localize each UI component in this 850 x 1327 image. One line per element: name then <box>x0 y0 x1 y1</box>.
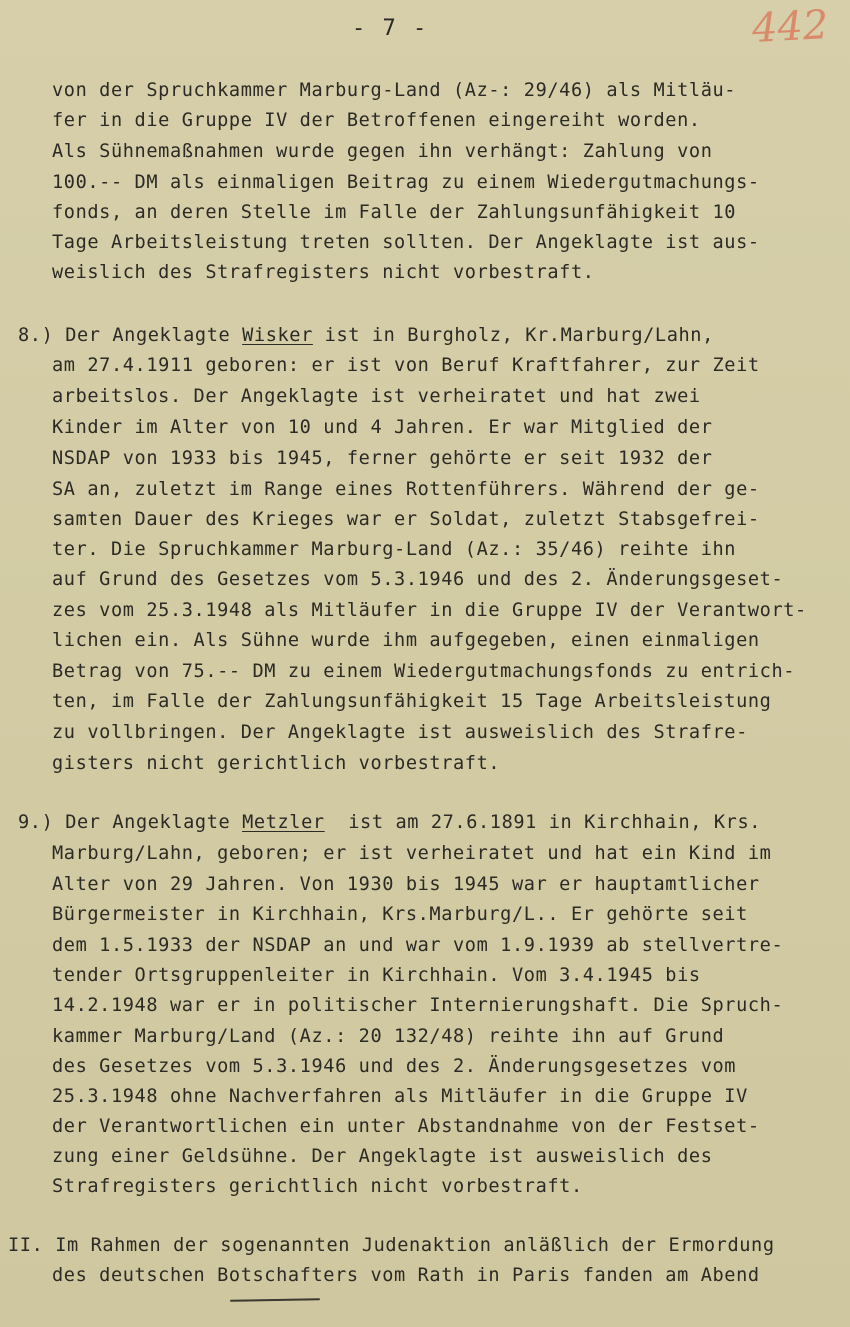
s9-line: Bürgermeister in Kirchhain, Krs.Marburg/L.. Er gehörte seit <box>52 904 748 925</box>
s7-line: fer in die Gruppe IV der Betroffenen eingereiht worden. <box>52 110 701 131</box>
section-marker: 9.) <box>18 812 54 833</box>
s7-line: 100.-- DM als einmaligen Beitrag zu einem Wiedergutmachungs- <box>52 172 760 193</box>
s9-line: Marburg/Lahn, geboren; er ist verheiratet und hat ein Kind im <box>52 843 772 864</box>
s9-first-line: 9.) Der Angeklagte Metzler ist am 27.6.1891 in Kirchhain, Krs. <box>18 812 762 833</box>
s8-line: ten, im Falle der Zahlungsunfähigkeit 15 Tage Arbeitsleistung <box>52 691 772 712</box>
s8-line: am 27.4.1911 geboren: er ist von Beruf Kraftfahrer, zur Zeit <box>52 355 760 376</box>
s9-line: dem 1.5.1933 der NSDAP an und war vom 1.9.1939 ab stellvertre- <box>52 935 784 956</box>
s8-line: gisters nicht gerichtlich vorbestraft. <box>52 753 501 774</box>
section-marker: 8.) <box>18 325 54 346</box>
s8-line: zes vom 25.3.1948 als Mitläufer in die Gruppe IV der Verantwort- <box>52 600 807 621</box>
s8-line: lichen ein. Als Sühne wurde ihm aufgegeben, einen einmaligen <box>52 630 760 651</box>
s7-line: weislich des Strafregisters nicht vorbestraft. <box>52 262 595 283</box>
pen-stroke <box>230 1298 320 1302</box>
sII-first-line: II. Im Rahmen der sogenannten Judenaktion anläßlich der Ermordung <box>8 1235 775 1256</box>
s9-line: Alter von 29 Jahren. Von 1930 bis 1945 war er hauptamtlicher <box>52 874 760 895</box>
s7-line: fonds, an deren Stelle im Falle der Zahlungsunfähigkeit 10 <box>52 202 737 223</box>
s9-line: tender Ortsgruppenleiter in Kirchhain. Vom 3.4.1945 bis <box>52 965 701 986</box>
s7-line: Tage Arbeitsleistung treten sollten. Der Angeklagte ist aus- <box>52 232 760 253</box>
s9-line: kammer Marburg/Land (Az.: 20 132/48) reihte ihn auf Grund <box>52 1026 725 1047</box>
s8-line: Kinder im Alter von 10 und 4 Jahren. Er war Mitglied der <box>52 417 713 438</box>
s8-line: zu vollbringen. Der Angeklagte ist ausweislich des Strafre- <box>52 722 748 743</box>
s9-line: der Verantwortlichen ein unter Abstandnahme von der Festset- <box>52 1116 760 1137</box>
s8-line: Betrag von 75.-- DM zu einem Wiedergutmachungsfonds zu entrich- <box>52 661 796 682</box>
archive-number: 442 <box>750 2 830 52</box>
s7-line: Als Sühnemaßnahmen wurde gegen ihn verhängt: Zahlung von <box>52 141 713 162</box>
s8-line: NSDAP von 1933 bis 1945, ferner gehörte er seit 1932 der <box>52 448 713 469</box>
section-marker: II. <box>8 1235 44 1256</box>
s9-line: 25.3.1948 ohne Nachverfahren als Mitläufer in die Gruppe IV <box>52 1086 748 1107</box>
s7-line: von der Spruchkammer Marburg-Land (Az-: 29/46) als Mitläu- <box>52 80 737 101</box>
sII-line: des deutschen Botschafters vom Rath in Paris fanden am Abend <box>52 1265 760 1286</box>
s9-line: des Gesetzes vom 5.3.1946 und des 2. Änderungsgesetzes vom <box>52 1056 737 1077</box>
s9-line: 14.2.1948 war er in politischer Internierungshaft. Die Spruch- <box>52 995 784 1016</box>
page-number: - 7 - <box>352 16 429 41</box>
s8-line: ter. Die Spruchkammer Marburg-Land (Az.: 35/46) reihte ihn <box>52 539 737 560</box>
s8-line: arbeitslos. Der Angeklagte ist verheiratet und hat zwei <box>52 386 701 407</box>
s9-line: zung einer Geldsühne. Der Angeklagte ist ausweislich des <box>52 1146 713 1167</box>
defendant-name: Metzler <box>242 812 325 833</box>
s8-line: samten Dauer des Krieges war er Soldat, zuletzt Stabsgefrei- <box>52 509 760 530</box>
s8-first-line: 8.) Der Angeklagte Wisker ist in Burgholz, Kr.Marburg/Lahn, <box>18 325 714 346</box>
s8-line: SA an, zuletzt im Range eines Rottenführers. Während der ge- <box>52 479 760 500</box>
s9-line: Strafregisters gerichtlich nicht vorbestraft. <box>52 1176 583 1197</box>
defendant-name: Wisker <box>242 325 313 346</box>
s8-line: auf Grund des Gesetzes vom 5.3.1946 und des 2. Änderungsgeset- <box>52 569 784 590</box>
